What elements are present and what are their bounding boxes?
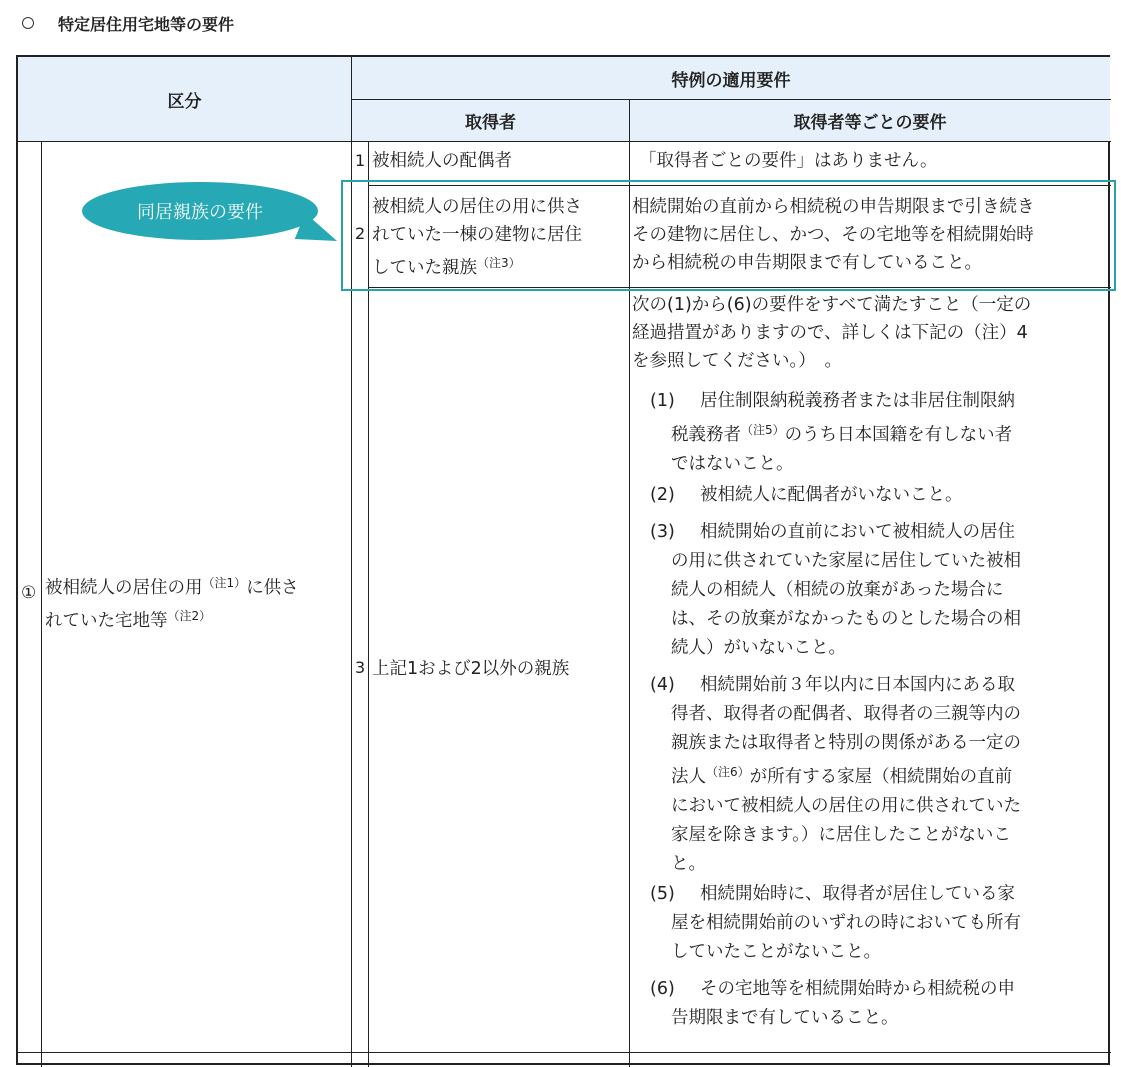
requirement-item-3: (3) 相続開始の直前において被相続人の居住 の用に供されていた家屋に居住していた被相 続人の相続人（相続の放棄があった場合に は、その放棄がなかったものとした場合の相 続人）がいないこと。 [650,522,1021,658]
row1-number: 1 [355,151,366,170]
row-marker: ① [21,583,37,603]
row1-requirement: 「取得者ごとの要件」はありません。 [639,151,938,171]
row3-acquirer: 上記1および2以外の親族 [372,659,570,679]
kubun-text: 被相続人の居住の用$^{(注1)}$に供さ れていた宅地等$^{(注2)}$ [45,576,299,631]
cohabiting-relative-callout: 同居親族の要件 [82,182,318,240]
header-tokurei: 特例の適用要件 [352,57,1110,99]
row3-number: 3 [355,658,366,677]
requirement-item-2: (2) 被相続人に配偶者がいないこと。 [650,485,963,505]
section-heading [18,10,234,36]
row2-number: 2 [355,224,366,243]
section-title: 特定居住用宅地等の要件 [58,14,235,34]
requirement-item-1: (1) 居住制限納税義務者または非居住制限納 税義務者$^{(注5)}$のうち日本国籍を有しない者 ではないこと。 [650,391,1015,474]
requirement-item-6: (6) その宅地等を相続開始時から相続税の申 告期限まで有していること。 [650,979,1015,1028]
row1-acquirer: 被相続人の配偶者 [372,151,512,171]
cohabiting-relative-highlight [341,180,1116,291]
header-kubun: 区分 [18,57,351,141]
bullet-circle-icon [22,17,34,29]
row2-acquirer: 被相続人の居住の用に供さ れていた一棟の建物に居住 していた親族$^{(注3)}$ [372,197,582,278]
row2-requirement: 相続開始の直前から相続税の申告期限まで引き続き その建物に居住し、かつ、その宅地等を相続開始時 から相続税の申告期限まで有していること。 [632,197,1035,273]
requirement-item-4: (4) 相続開始前３年以内に日本国内にある取 得者、取得者の配偶者、取得者の三親等内の 親族または取得者と特別の関係がある一定の 法人$^{(注6)}$が所有する家屋（相続開始の直前 において被相続人の居住の用に供されていた 家屋を除きます。）に居住したことがないこ と。 [650,675,1021,874]
header-yoken: 取得者等ごとの要件 [630,100,1110,141]
requirement-item-5: (5) 相続開始時に、取得者が居住している家 屋を相続開始前のいずれの時においても所有 していたことがないこと。 [650,884,1021,962]
header-shutokusha: 取得者 [352,100,629,141]
row3-intro: 次の(1)から(6)の要件をすべて満たすこと（一定の 経過措置がありますので、詳しくは下記の（注）4 を参照してください。） 。 [632,295,1032,371]
